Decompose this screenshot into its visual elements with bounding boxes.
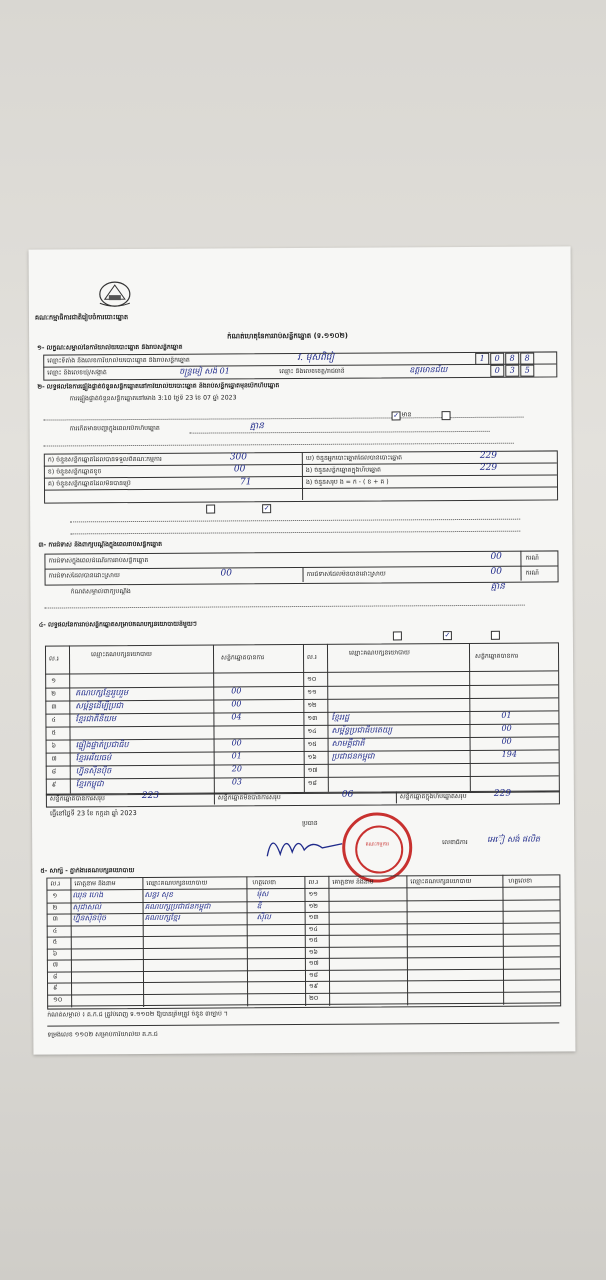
section3-title: ៣- ការជំទាស់ និងពាក្យបណ្ដឹងក្នុងពេលរាប់សន្លឹកឆ្នោត bbox=[38, 540, 163, 549]
witness-row-no-right: ១៤ bbox=[308, 925, 318, 933]
row-a-label: ក) ចំនួនសន្លឹកឆ្នោតដែលបានទទួលពីគណៈកម្មការ bbox=[47, 455, 162, 464]
formula: ង) ចំនួនសរុប ង = ក - ( ខ + គ ) bbox=[305, 478, 389, 486]
section1-title: ១- លក្ខណៈសម្គាល់នៃការិយាល័យបោះឆ្នោត និងរាប់សន្លឹកឆ្នោត bbox=[37, 343, 183, 352]
witness-row-no: ៩ bbox=[53, 984, 58, 992]
result-row-no-right: ១៦ bbox=[307, 753, 317, 761]
row-d-label: ឃ) ចំនួនអ្នកបោះឆ្នោតដែលបានបោះឆ្នោត bbox=[305, 454, 403, 462]
unit-label: ករណី bbox=[525, 554, 539, 562]
witness-row-no-right: ១៩ bbox=[309, 982, 319, 990]
office-digit-2: 0 bbox=[490, 353, 504, 365]
result-row-no-right: ១១ bbox=[307, 688, 317, 696]
result-row-party: ផ្ទៀងផ្ទាត់ប្រជាធិប bbox=[75, 740, 129, 750]
witness-row-no-right: ១២ bbox=[308, 902, 318, 910]
dotted-line bbox=[70, 519, 520, 523]
witness-row-party: គណបក្សប្រជាជនកម្ពុជា bbox=[144, 901, 211, 911]
col-line bbox=[396, 791, 397, 803]
result-row-votes-right: 194 bbox=[501, 749, 517, 759]
result-row-party: ខ្មែរកម្ពុជា bbox=[75, 779, 104, 789]
issue-value: គ្មាន bbox=[249, 421, 264, 432]
witness-row-sign: ម៉ុស bbox=[256, 889, 269, 899]
col-line bbox=[214, 793, 215, 805]
witness-row-name: ឈុន ហេង bbox=[72, 890, 104, 900]
nec-emblem-icon bbox=[97, 279, 133, 309]
row-d-value: 229 bbox=[479, 450, 498, 461]
result-row-no-right: ១០ bbox=[307, 675, 317, 683]
province-digit-2: 3 bbox=[505, 365, 519, 377]
witness-row-party: សន្ធរ សុខ bbox=[144, 889, 174, 899]
dotted-line bbox=[45, 605, 525, 609]
dotted-line bbox=[44, 417, 524, 421]
result-row-party: សម្ព័ន្ធដើម្បីប្រជា bbox=[75, 701, 124, 711]
witness-row-name: ហ្វ៊ុនស៊ីនប៉ិច bbox=[72, 913, 106, 923]
witness-row-party: គណបក្សខ្មែរ bbox=[144, 912, 180, 922]
w-col-no: ល.រ bbox=[50, 880, 61, 888]
objection-label: ការជំទាស់ក្នុងពេលដំណើរការរាប់សន្លឹកឆ្នោត bbox=[48, 556, 149, 565]
witness-row-no: ៤ bbox=[52, 927, 58, 935]
witness-row-no: ៧ bbox=[52, 961, 59, 969]
sub-check-2[interactable]: ✓ bbox=[263, 504, 270, 513]
result-row-no: ៤ bbox=[51, 716, 56, 724]
result-row-votes-right: 00 bbox=[501, 723, 512, 733]
witness-row-no: ១ bbox=[52, 892, 58, 900]
result-row-no-right: ១២ bbox=[307, 701, 317, 709]
w-col-party-right: ឈ្មោះគណបក្សនយោបាយ bbox=[410, 877, 472, 886]
result-row-party: ខ្មែរអរិយធម៌ bbox=[75, 753, 112, 763]
total-box-value: 229 bbox=[493, 788, 512, 799]
witness-row-no: ៥ bbox=[52, 938, 58, 946]
witness-row-no-right: ១៧ bbox=[308, 959, 319, 967]
result-row-party: ហ្វ៊ុនស៊ីនប៉ិច bbox=[75, 766, 112, 776]
result-row-no-right: ១៣ bbox=[307, 714, 318, 722]
chair-signature bbox=[262, 826, 352, 867]
form-title: កំណត់ហេតុនៃការរាប់សន្លឹកឆ្នោត (ទ.១១០២) bbox=[227, 331, 348, 341]
section4-title: ៤- លទ្ធផលនៃការរាប់សន្លឹកឆ្នោតសម្រាប់គណបក្សនយោបាយនីមួយៗ bbox=[38, 620, 197, 629]
witness-row-no: ២ bbox=[52, 903, 58, 912]
row-b-label: ខ) ចំនួនសន្លឹកឆ្នោតខូច bbox=[47, 468, 102, 476]
sec4-check-3[interactable] bbox=[491, 631, 500, 640]
unit-label: ករណី bbox=[525, 569, 540, 577]
results-rows bbox=[29, 246, 571, 249]
total-valid-label: សន្លឹកឆ្នោតបានការសរុប bbox=[49, 795, 105, 803]
col-votes-header: សន្លឹកឆ្នោតបានការ bbox=[221, 654, 265, 662]
check-yes-label: មាន bbox=[401, 411, 412, 419]
witness-row-no-right: ១៦ bbox=[308, 948, 318, 956]
row-e-label: ង) ចំនួនសន្លឹកឆ្នោតក្នុងហិបឆ្នោត bbox=[305, 466, 381, 474]
sec4-check-2[interactable]: ✓ bbox=[444, 631, 451, 640]
section2-check-no[interactable] bbox=[442, 411, 451, 420]
w-col-sign-right: ហត្ថលេខា bbox=[508, 877, 533, 885]
sec4-check-1[interactable] bbox=[393, 631, 402, 640]
witness-row-no: ១០ bbox=[53, 995, 63, 1004]
section2-check-yes[interactable]: ✓ bbox=[393, 411, 400, 420]
office-digit-3: 8 bbox=[505, 353, 519, 365]
result-row-party-right: សម្ព័ន្ធប្រជាធិបតេយ្យ bbox=[331, 725, 393, 735]
witness-row-no: ៨ bbox=[52, 973, 58, 981]
witness-row-no-right: ១៨ bbox=[308, 971, 319, 979]
result-row-no-right: ១៥ bbox=[307, 740, 317, 748]
section2-title: ២- លទ្ធផលនៃការផ្ទៀងផ្ទាត់ចំនួនសន្លឹកឆ្នោតនៅការិយាល័យបោះឆ្នោត និងរាប់សន្លឹកឆ្នោតមុនបើកហិបឆ្នោត bbox=[37, 382, 280, 391]
result-row-no-right: ១៧ bbox=[307, 766, 318, 774]
result-row-votes-right: 00 bbox=[501, 736, 512, 746]
result-row-no: ៨ bbox=[51, 768, 57, 776]
resolved-value: 00 bbox=[220, 568, 233, 579]
signed-date: ធ្វើនៅថ្ងៃទី 23 ខែ កក្កដា ឆ្នាំ 2023 bbox=[49, 809, 137, 818]
unresolved-value: 00 bbox=[490, 566, 503, 577]
secretary-label: លេខាធិការ bbox=[442, 838, 468, 847]
objection-value: 00 bbox=[490, 551, 502, 562]
result-row-votes: 04 bbox=[231, 712, 242, 722]
w-col-name-right: គោត្តនាម និងនាម bbox=[332, 878, 374, 886]
total-valid-value: 223 bbox=[141, 790, 160, 801]
office-digit-4: 8 bbox=[520, 353, 534, 365]
total-invalid-value: 06 bbox=[341, 789, 354, 800]
result-row-votes: 01 bbox=[231, 751, 242, 761]
result-row-no: ១ bbox=[51, 677, 56, 685]
witness-row-no-right: ២០ bbox=[309, 994, 319, 1002]
total-invalid-label: សន្លឹកឆ្នោតមិនបានការសរុប bbox=[217, 794, 281, 802]
row-e-value: 229 bbox=[479, 462, 498, 473]
footer-rule bbox=[47, 1022, 559, 1026]
col-no-header-right: ល.រ bbox=[307, 653, 317, 661]
totals-row bbox=[46, 790, 560, 807]
result-row-votes-right: 01 bbox=[501, 710, 512, 720]
witness-row-no-right: ១៥ bbox=[308, 936, 318, 944]
result-row-no-right: ១៤ bbox=[307, 727, 317, 735]
result-row-no: ៣ bbox=[51, 703, 57, 711]
result-row-no: ៦ bbox=[51, 742, 56, 750]
dotted-line bbox=[190, 431, 490, 434]
result-row-no: ៥ bbox=[51, 729, 56, 737]
row-c-value: 71 bbox=[239, 477, 252, 488]
official-stamp bbox=[342, 812, 412, 882]
result-row-votes: 00 bbox=[231, 738, 242, 748]
witness-row-sign: ស៊ីល bbox=[256, 912, 271, 922]
dotted-line bbox=[44, 443, 514, 447]
complaint-note-label: កំណត់សម្គាល់ពាក្យបណ្ដឹង bbox=[70, 588, 131, 596]
office-name-value: វ. មុសពិរៀ bbox=[297, 352, 335, 364]
total-box-label: សន្លឹកឆ្នោតក្នុងហិបឆ្នោតសរុប bbox=[399, 792, 467, 801]
result-row-party: គណបក្សខ្មែររួបរួម bbox=[75, 688, 129, 698]
col-party-header-right: ឈ្មោះគណបក្សនយោបាយ bbox=[348, 649, 410, 657]
result-row-votes: 00 bbox=[231, 699, 242, 709]
w-col-party: ឈ្មោះគណបក្សនយោបាយ bbox=[146, 879, 208, 887]
footer-note: កំណត់សម្គាល់ ៖ គ.ក.ជ ត្រូវបំពេញ ទ.១១០២ ឱ្យបានត្រឹមត្រូវ ចំនួន ៣ច្បាប់ ។ bbox=[47, 1010, 229, 1019]
footer-bottom: ទម្រង់លេខ ១១០២ សម្រាប់ការិយាល័យ គ.ក.ជ bbox=[47, 1030, 158, 1039]
w-col-no-right: ល.រ bbox=[308, 878, 319, 886]
commune-label: ឈ្មោះ និងលេខឃុំ/សង្កាត់ bbox=[47, 369, 107, 377]
section2-date-line: ការផ្ទៀងផ្ទាត់ចំនួនសន្លឹកឆ្នោតនៅម៉ោង 3:10 ថ្ងៃទី 23 ខែ 07 ឆ្នាំ 2023 bbox=[69, 394, 237, 403]
witness-row-no: ៦ bbox=[52, 950, 58, 958]
row-c-label: គ) ចំនួនសន្លឹកឆ្នោតដែលមិនបានប្រើ bbox=[47, 480, 131, 488]
result-row-votes: 00 bbox=[231, 686, 242, 696]
sub-check-1[interactable] bbox=[206, 505, 215, 514]
section5-title: ៥- សាក្សី - ភ្នាក់ងារគណបក្សនយោបាយ bbox=[40, 867, 135, 875]
witness-row-sign: ឌី bbox=[256, 900, 262, 910]
stamp-text: គណៈកម្មការ bbox=[365, 841, 389, 848]
result-row-votes: 03 bbox=[231, 777, 243, 787]
col-line bbox=[302, 567, 303, 582]
ballot-count-form bbox=[29, 246, 576, 1054]
issue-label: ការកើតមានបញ្ហាក្នុងពេលបើកហិបឆ្នោត bbox=[69, 424, 160, 433]
unresolved-label: ការជំទាស់ដែលមិនបានដោះស្រាយ bbox=[306, 570, 386, 578]
office-digit-1: 1 bbox=[475, 353, 489, 365]
witness-row-name: សុដាសល់ bbox=[72, 901, 102, 911]
dotted-line bbox=[70, 531, 520, 535]
province-value: ឧត្តរមានជ័យ bbox=[409, 365, 448, 375]
row-b-value: 00 bbox=[233, 464, 246, 475]
col-line bbox=[520, 551, 521, 581]
result-row-votes: 20 bbox=[231, 764, 242, 774]
province-digit-3: 5 bbox=[520, 365, 534, 377]
secretary-name: អេ៊ៀ សង់ ផលិត bbox=[487, 834, 540, 844]
result-row-party-right: សាមគ្គីជាតិ bbox=[331, 738, 365, 748]
resolved-label: ការជំទាស់ដែលបានដោះស្រាយ bbox=[48, 572, 120, 580]
row-a-value: 300 bbox=[229, 452, 248, 463]
result-row-party-right: ខ្មែររដ្ឋ bbox=[331, 712, 350, 722]
result-row-no: ៩ bbox=[51, 781, 57, 789]
witness-row-no-right: ១៣ bbox=[308, 913, 319, 921]
w-col-sign: ហត្ថលេខា bbox=[252, 879, 277, 887]
result-row-no: ២ bbox=[51, 690, 56, 698]
col-no-header: ល.រ bbox=[49, 655, 59, 663]
office-name-label: ឈ្មោះទីតាំង និងលេខការិយាល័យបោះឆ្នោត និងរាប់សន្លឹកឆ្នោត bbox=[47, 356, 190, 365]
col-party-header: ឈ្មោះគណបក្សនយោបាយ bbox=[91, 650, 152, 659]
w-col-name: គោត្តនាម និងនាម bbox=[74, 880, 116, 888]
commune-value: ចន្ទ្រមៀ សង់ 01 bbox=[179, 366, 230, 376]
witness-row-no-right: ១១ bbox=[308, 890, 318, 898]
result-row-party: ខ្មែរជាតិនិយម bbox=[75, 714, 117, 724]
result-row-no-right: ១៨ bbox=[307, 779, 317, 787]
province-label: ឈ្មោះ និងលេខខេត្ត/រាជធានី bbox=[279, 367, 345, 376]
chair-label: ប្រធាន bbox=[302, 819, 318, 828]
witness-rows bbox=[29, 246, 571, 249]
complaint-note-value: គ្មាន bbox=[490, 581, 505, 592]
col-votes-header-right: សន្លឹកឆ្នោតបានការ bbox=[475, 652, 519, 660]
witness-row-no: ៣ bbox=[52, 915, 58, 923]
result-row-party-right: ប្រជាជនកម្ពុជា bbox=[331, 751, 375, 761]
result-row-no: ៧ bbox=[51, 755, 57, 763]
org-name: គណៈកម្មាធិការជាតិរៀបចំការបោះឆ្នោត bbox=[34, 313, 129, 322]
province-digit-1: 0 bbox=[490, 365, 504, 377]
